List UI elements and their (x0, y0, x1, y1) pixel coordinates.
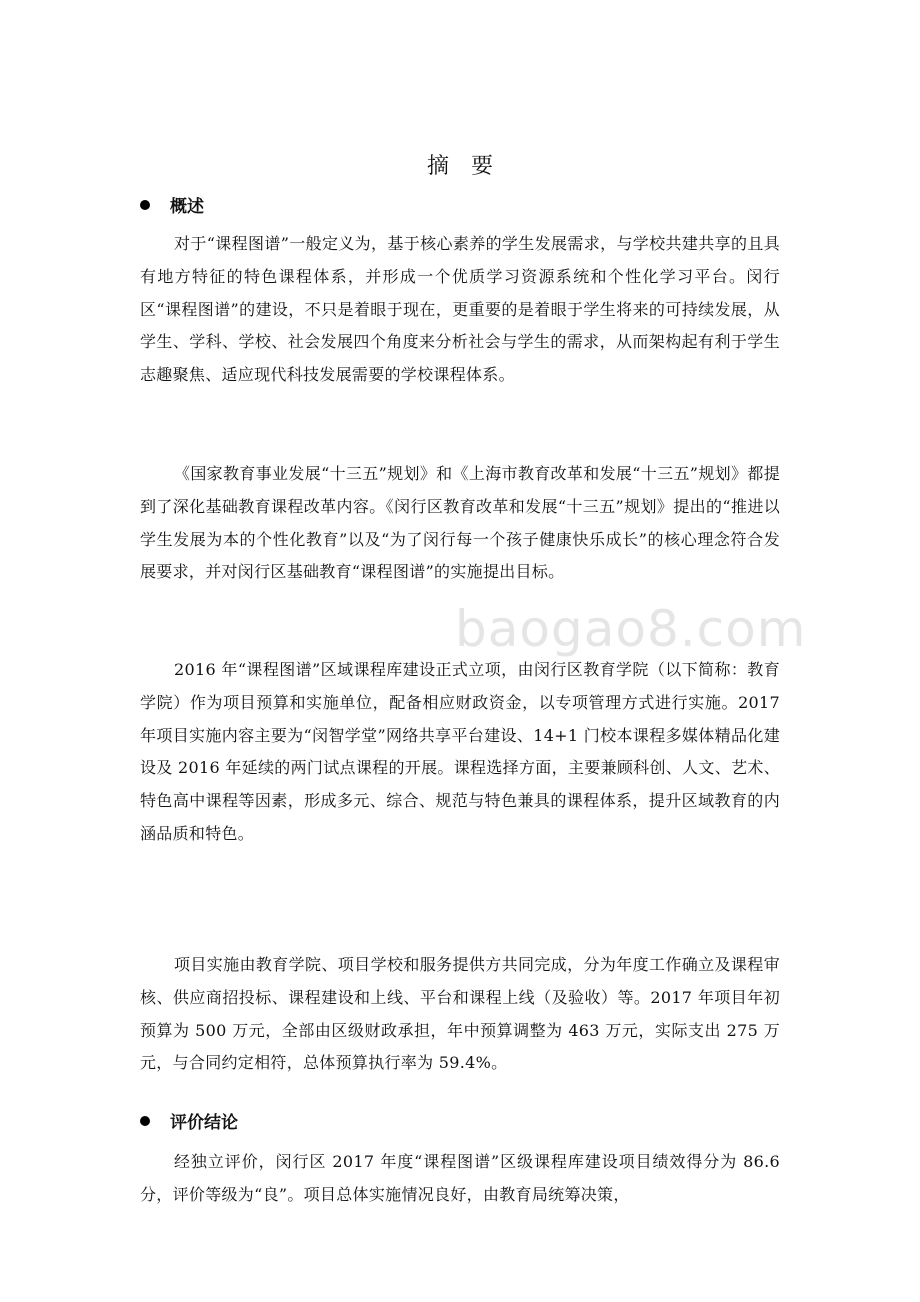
section-heading-label: 评价结论 (170, 1113, 238, 1133)
paragraph: 经独立评价，闵行区 2017 年度“课程图谱”区级课程库建设项目绩效得分为 86.6 分，评价等级为“良”。项目总体实施情况良好，由教育局统筹决策， (140, 1152, 780, 1204)
bullet-icon (140, 200, 150, 210)
section-heading-label: 概述 (170, 197, 204, 217)
paragraph: 《国家教育事业发展“十三五”规划》和《上海市教育改革和发展“十三五”规划》都提到了深化基础教育课程改革内容。《闵行区教育改革和发展“十三五”规划》提出的“推进以学生发展为本的个性化教育”以及“为了闵行每一个孩子健康快乐成长”的核心理念符合发展要求，并对闵行区基础教育“课程图谱”的实施提出目标。 (140, 464, 780, 582)
page-title: 摘要 (426, 154, 515, 179)
section-heading-conclusion (140, 1108, 238, 1138)
bullet-icon (140, 1116, 150, 1126)
watermark: baogao8.com (455, 600, 807, 658)
paragraph: 对于“课程图谱”一般定义为，基于核心素养的学生发展需求，与学校共建共享的且具有地方特征的特色课程体系，并形成一个优质学习资源系统和个性化学习平台。闵行区“课程图谱”的建设，不只是着眼于现在，更重要的是着眼于学生将来的可持续发展，从学生、学科、学校、社会发展四个角度来分析社会与学生的需求，从而架构起有利于学生志趣聚焦、适应现代科技发展需要的学校课程体系。 (140, 234, 780, 385)
paragraph: 项目实施由教育学院、项目学校和服务提供方共同完成，分为年度工作确立及课程审核、供应商招投标、课程建设和上线、平台和课程上线（及验收）等。2017 年项目年初预算为 500 万元，全部由区级财政承担，年中预算调整为 463 万元，实际支出 275 万元，与合同约定相符，总体预算执行率为 59.4%。 (140, 955, 780, 1073)
paragraph: 2016 年“课程图谱”区域课程库建设正式立项，由闵行区教育学院（以下简称：教育学院）作为项目预算和实施单位，配备相应财政资金，以专项管理方式进行实施。2017 年项目实施内容主要为“闵智学堂”网络共享平台建设、14+1 门校本课程多媒体精品化建设及 2016 年延续的两门试点课程的开展。课程选择方面，主要兼顾科创、人文、艺术、特色高中课程等因素，形成多元、综合、规范与特色兼具的课程体系，提升区域教育的内涵品质和特色。 (140, 660, 780, 843)
section-heading-overview (140, 192, 204, 222)
